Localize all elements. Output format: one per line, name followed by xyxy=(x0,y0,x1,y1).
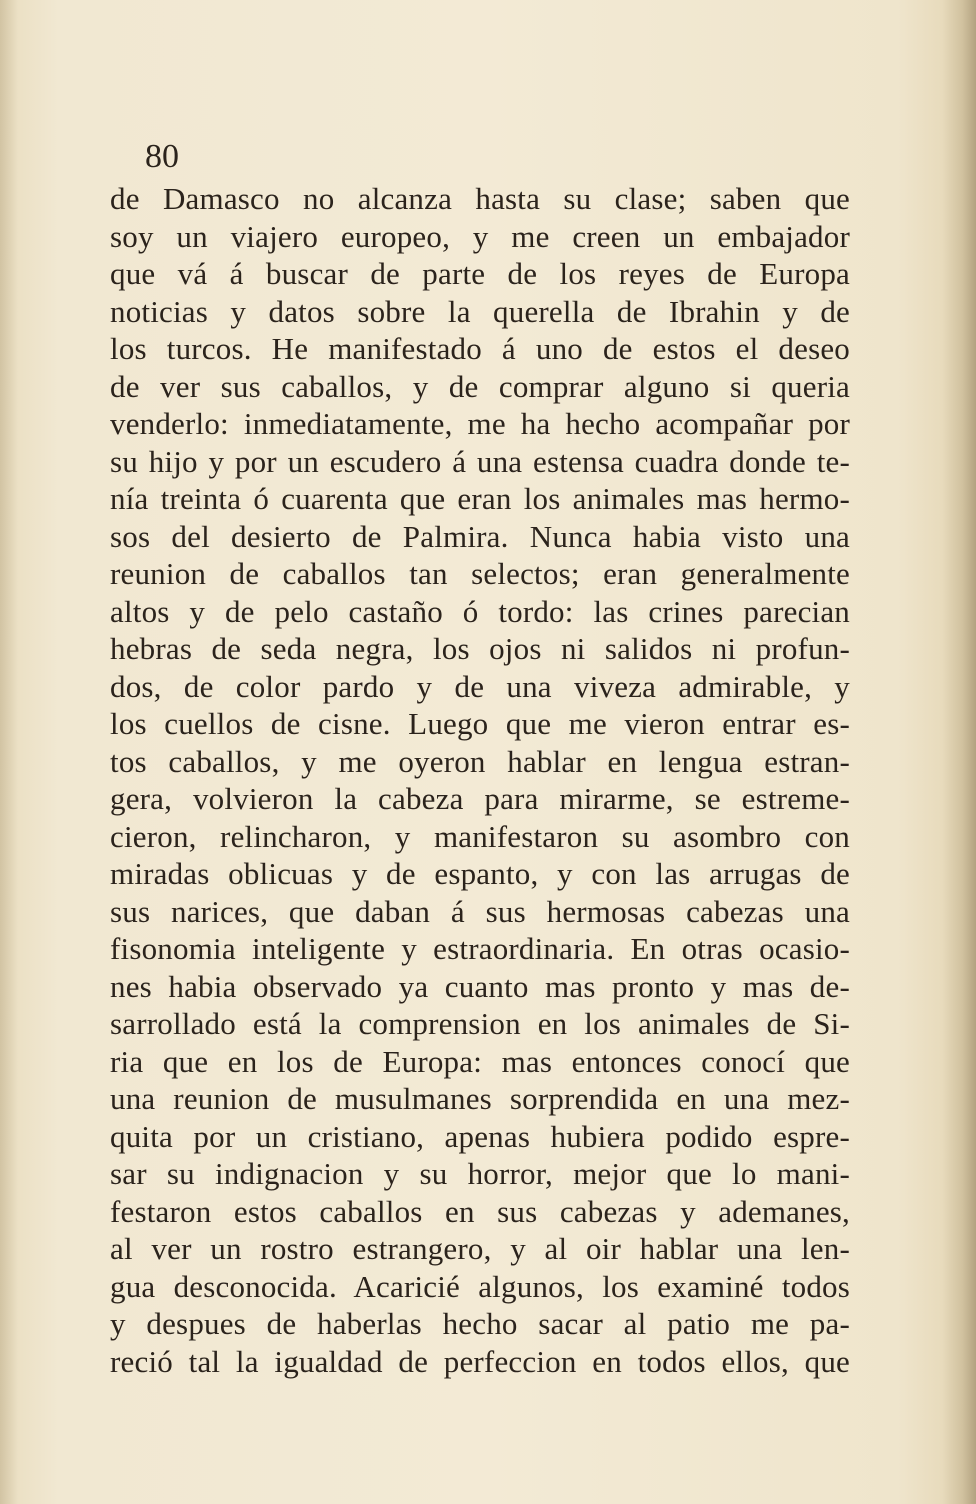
page-number: 80 xyxy=(145,138,179,175)
text-line: altos y de pelo castaño ó tordo: las crines parecian xyxy=(110,593,850,629)
text-line: de ver sus caballos, y de comprar alguno si queria xyxy=(110,368,850,404)
text-line: los turcos. He manifestado á uno de estos el deseo xyxy=(110,331,850,366)
text-line: y despues de haberlas hecho sacar al patio me pa- xyxy=(110,1306,850,1341)
text-line: tos caballos, y me oyeron hablar en lengua estran- xyxy=(110,743,850,779)
text-line: gua desconocida. Acaricié algunos, los examiné todos xyxy=(110,1268,850,1304)
text-line: hebras de seda negra, los ojos ni salidos ni profun- xyxy=(110,631,850,666)
text-line: soy un viajero europeo, y me creen un embajador xyxy=(110,218,850,254)
text-line: de Damasco no alcanza hasta su clase; saben que xyxy=(110,181,850,216)
text-line: festaron estos caballos en sus cabezas y ademanes, xyxy=(110,1193,850,1229)
text-line: gera, volvieron la cabeza para mirarme, se estreme- xyxy=(110,781,850,816)
text-line: una reunion de musulmanes sorprendida en una mez- xyxy=(110,1081,850,1116)
text-line: quita por un cristiano, apenas hubiera podido espre- xyxy=(110,1118,850,1154)
text-line: fisonomia inteligente y estraordinaria. En otras ocasio- xyxy=(110,931,850,966)
text-line: reunion de caballos tan selectos; eran generalmente xyxy=(110,556,850,591)
spine-shadow xyxy=(942,0,976,1504)
text-line: miradas oblicuas y de espanto, y con las arrugas de xyxy=(110,856,850,891)
page-left-edge xyxy=(0,0,18,1504)
text-line: ria que en los de Europa: mas entonces conocí que xyxy=(110,1043,850,1079)
text-line: sar su indignacion y su horror, mejor que lo mani- xyxy=(110,1156,850,1191)
text-line: venderlo: inmediatamente, me ha hecho acompañar por xyxy=(110,406,850,441)
text-line: al ver un rostro estrangero, y al oir hablar una len- xyxy=(110,1231,850,1266)
text-line: nía treinta ó cuarenta que eran los animales mas hermo- xyxy=(110,481,850,516)
text-line: sos del desierto de Palmira. Nunca habia visto una xyxy=(110,518,850,554)
text-line: los cuellos de cisne. Luego que me vieron entrar es- xyxy=(110,706,850,741)
text-line: sus narices, que daban á sus hermosas cabezas una xyxy=(110,893,850,929)
text-line: noticias y datos sobre la querella de Ibrahin y de xyxy=(110,293,850,329)
text-line: dos, de color pardo y de una viveza admirable, y xyxy=(110,668,850,704)
text-line: reció tal la igualdad de perfeccion en todos ellos, que xyxy=(110,1343,850,1379)
text-line: cieron, relincharon, y manifestaron su asombro con xyxy=(110,818,850,854)
text-line: sarrollado está la comprension en los animales de Si- xyxy=(110,1006,850,1041)
text-line: nes habia observado ya cuanto mas pronto y mas de- xyxy=(110,968,850,1004)
text-line: su hijo y por un escudero á una estensa cuadra donde te- xyxy=(110,443,850,479)
text-line: que vá á buscar de parte de los reyes de Europa xyxy=(110,256,850,291)
body-text xyxy=(110,180,850,1380)
